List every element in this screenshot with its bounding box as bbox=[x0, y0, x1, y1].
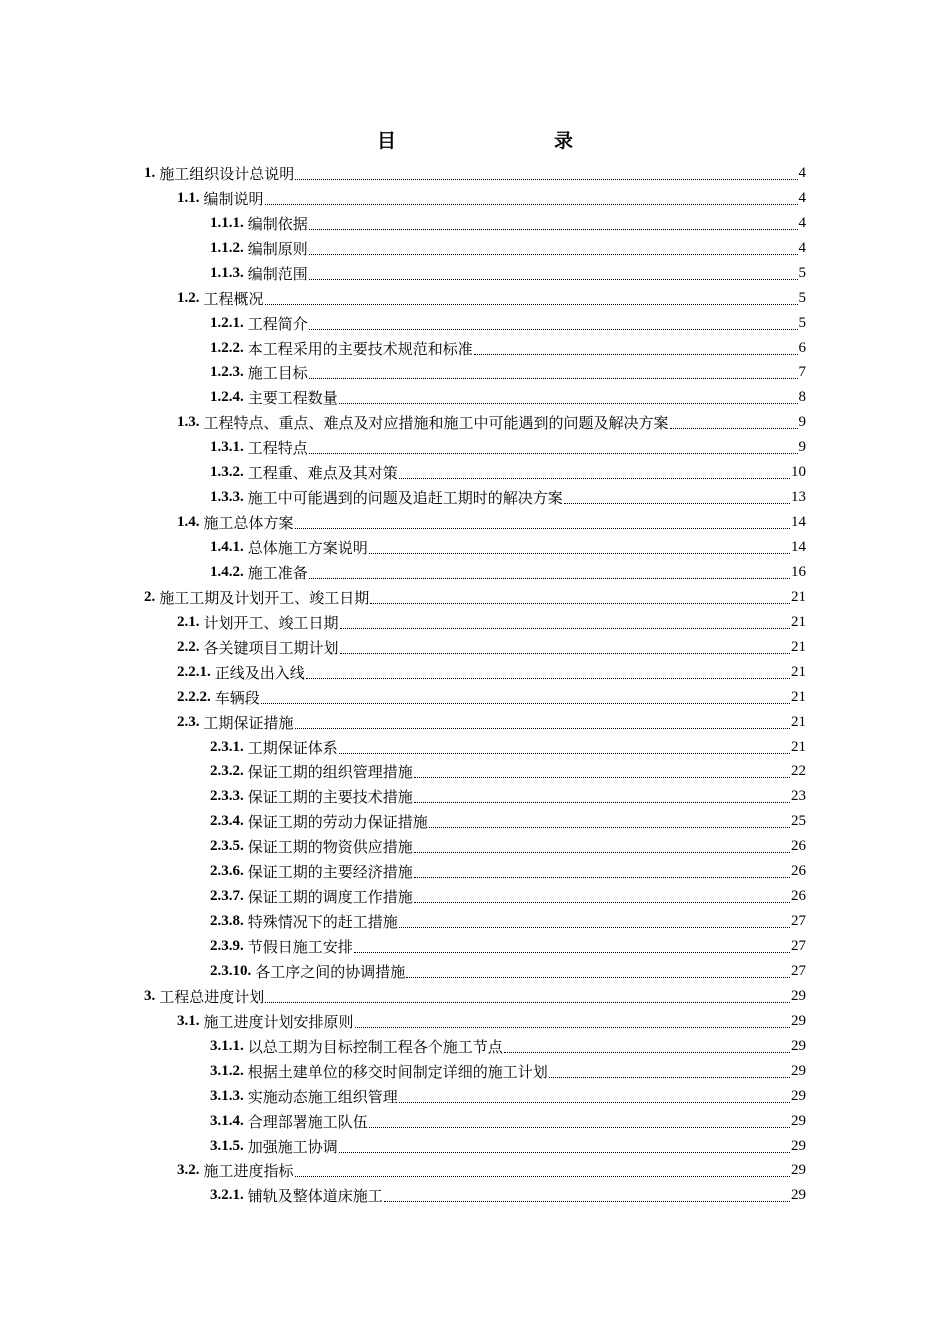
toc-entry-title: 工程特点 bbox=[247, 441, 308, 458]
toc-entry[interactable] bbox=[0, 1183, 950, 1208]
toc-entry-page-number: 29 bbox=[791, 1087, 806, 1104]
dot-leader bbox=[414, 776, 790, 778]
dot-leader bbox=[399, 926, 790, 928]
toc-entry-title: 施工工期及计划开工、竣工日期 bbox=[159, 590, 370, 607]
toc-entry-page-number: 9 bbox=[798, 414, 806, 431]
toc-entry[interactable] bbox=[0, 1109, 950, 1134]
toc-entry-number: 2.3.7. bbox=[210, 888, 244, 905]
toc-entry-number: 2.1. bbox=[177, 613, 200, 630]
toc-entry-title: 保证工期的主要经济措施 bbox=[247, 865, 413, 882]
toc-entry[interactable] bbox=[0, 1009, 950, 1034]
toc-entry[interactable] bbox=[0, 385, 950, 410]
dot-leader bbox=[295, 527, 790, 529]
dot-leader bbox=[339, 752, 790, 754]
toc-entry-title: 保证工期的劳动力保证措施 bbox=[247, 815, 428, 832]
dot-leader bbox=[295, 178, 797, 180]
dot-leader bbox=[306, 677, 790, 679]
dot-leader bbox=[354, 951, 790, 953]
toc-entry[interactable] bbox=[0, 485, 950, 510]
dot-leader bbox=[309, 328, 798, 330]
toc-entry-page-number: 10 bbox=[791, 464, 806, 481]
toc-entry-page-number: 6 bbox=[798, 339, 806, 356]
toc-entry-title: 工程特点、重点、难点及对应措施和施工中可能遇到的问题及解决方案 bbox=[203, 416, 669, 433]
toc-entry-title: 编制说明 bbox=[203, 191, 264, 208]
toc-entry[interactable] bbox=[0, 760, 950, 785]
toc-entry[interactable] bbox=[0, 286, 950, 311]
toc-entry[interactable] bbox=[0, 510, 950, 535]
toc-entry[interactable] bbox=[0, 685, 950, 710]
toc-entry-page-number: 25 bbox=[791, 813, 806, 830]
dot-leader bbox=[369, 552, 790, 554]
toc-entry-page-number: 22 bbox=[791, 763, 806, 780]
toc-entry[interactable] bbox=[0, 784, 950, 809]
toc-entry-page-number: 4 bbox=[798, 164, 806, 181]
toc-title: 目 录 bbox=[376, 131, 613, 152]
toc-entry-number: 1.1.1. bbox=[210, 214, 244, 231]
toc-entry-number: 1.3.1. bbox=[210, 439, 244, 456]
toc-entry-page-number: 29 bbox=[791, 1012, 806, 1029]
toc-entry-title: 编制范围 bbox=[247, 266, 308, 283]
toc-entry-page-number: 14 bbox=[791, 514, 806, 531]
dot-leader bbox=[261, 702, 790, 704]
toc-entry-title: 加强施工协调 bbox=[247, 1139, 338, 1156]
toc-entry-page-number: 21 bbox=[791, 638, 806, 655]
dot-leader bbox=[414, 801, 790, 803]
toc-entry[interactable] bbox=[0, 809, 950, 834]
toc-entry-number: 2.3.5. bbox=[210, 838, 244, 855]
toc-entry-page-number: 14 bbox=[791, 539, 806, 556]
toc-entry-page-number: 29 bbox=[791, 1137, 806, 1154]
toc-entry-title: 保证工期的物资供应措施 bbox=[247, 840, 413, 857]
toc-entry-title: 实施动态施工组织管理 bbox=[247, 1089, 398, 1106]
toc-entry-number: 3.1. bbox=[177, 1012, 200, 1029]
dot-leader bbox=[549, 1076, 790, 1078]
toc-entry[interactable] bbox=[0, 1134, 950, 1159]
toc-entry-number: 1.2.4. bbox=[210, 389, 244, 406]
toc-entry-title: 施工进度指标 bbox=[203, 1164, 294, 1181]
toc-entry[interactable] bbox=[0, 261, 950, 286]
toc-entry-number: 2.3. bbox=[177, 713, 200, 730]
toc-entry-page-number: 21 bbox=[791, 688, 806, 705]
dot-leader bbox=[309, 228, 798, 230]
toc-entry-number: 3.1.4. bbox=[210, 1112, 244, 1129]
toc-entry[interactable] bbox=[0, 535, 950, 560]
toc-entry-title: 工程总进度计划 bbox=[159, 989, 265, 1006]
toc-entry-number: 2.3.9. bbox=[210, 938, 244, 955]
toc-entry[interactable] bbox=[0, 909, 950, 934]
toc-entry-number: 1.4. bbox=[177, 514, 200, 531]
toc-entry-number: 1.2.3. bbox=[210, 364, 244, 381]
toc-entry-number: 2.3.10. bbox=[210, 962, 252, 979]
toc-entry-title: 保证工期的组织管理措施 bbox=[247, 765, 413, 782]
dot-leader bbox=[414, 901, 790, 903]
toc-entry[interactable] bbox=[0, 410, 950, 435]
toc-entry-number: 1.3.3. bbox=[210, 489, 244, 506]
dot-leader bbox=[339, 402, 798, 404]
toc-entry[interactable] bbox=[0, 735, 950, 760]
dot-leader bbox=[369, 1126, 790, 1128]
dot-leader bbox=[370, 602, 790, 604]
toc-entry[interactable] bbox=[0, 560, 950, 585]
dot-leader bbox=[265, 203, 798, 205]
toc-entry-page-number: 26 bbox=[791, 888, 806, 905]
dot-leader bbox=[309, 253, 798, 255]
toc-entry-number: 3.1.5. bbox=[210, 1137, 244, 1154]
dot-leader bbox=[265, 1001, 790, 1003]
toc-entry-title: 特殊情况下的赶工措施 bbox=[247, 915, 398, 932]
toc-entry-title: 工程简介 bbox=[247, 316, 308, 333]
toc-entry-number: 2.3.2. bbox=[210, 763, 244, 780]
dot-leader bbox=[309, 452, 798, 454]
dot-leader bbox=[384, 1200, 790, 1202]
toc-entry-title: 本工程采用的主要技术规范和标准 bbox=[247, 341, 473, 358]
toc-entry-title: 施工中可能遇到的问题及追赶工期时的解决方案 bbox=[247, 491, 563, 508]
toc-entry-page-number: 21 bbox=[791, 713, 806, 730]
toc-entry-title: 正线及出入线 bbox=[214, 665, 305, 682]
toc-entry-number: 2.3.3. bbox=[210, 788, 244, 805]
dot-leader bbox=[406, 976, 790, 978]
toc-entry-number: 1.1.2. bbox=[210, 239, 244, 256]
toc-entry-page-number: 16 bbox=[791, 563, 806, 580]
toc-entry-page-number: 4 bbox=[798, 239, 806, 256]
toc-entry-title: 保证工期的主要技术措施 bbox=[247, 790, 413, 807]
toc-entry[interactable] bbox=[0, 884, 950, 909]
toc-entry[interactable] bbox=[0, 585, 950, 610]
dot-leader bbox=[309, 278, 798, 280]
toc-entry-number: 2.2.1. bbox=[177, 663, 211, 680]
toc-entry-title: 施工总体方案 bbox=[203, 516, 294, 533]
toc-entry-title: 保证工期的调度工作措施 bbox=[247, 890, 413, 907]
toc-entry-page-number: 29 bbox=[791, 1037, 806, 1054]
toc-entry-number: 1.2.2. bbox=[210, 339, 244, 356]
toc-entry-page-number: 27 bbox=[791, 962, 806, 979]
toc-entry-title: 各工序之间的协调措施 bbox=[255, 964, 406, 981]
dot-leader bbox=[295, 727, 790, 729]
dot-leader bbox=[564, 502, 790, 504]
toc-entry-title: 合理部署施工队伍 bbox=[247, 1114, 368, 1131]
toc-entry-page-number: 5 bbox=[798, 264, 806, 281]
toc-entry[interactable] bbox=[0, 336, 950, 361]
toc-entry-page-number: 29 bbox=[791, 1062, 806, 1079]
toc-entry-page-number: 23 bbox=[791, 788, 806, 805]
toc-entry-number: 1. bbox=[144, 164, 156, 181]
toc-entry-title: 施工组织设计总说明 bbox=[159, 166, 295, 183]
toc-entry-title: 主要工程数量 bbox=[247, 391, 338, 408]
toc-entry-number: 1.4.1. bbox=[210, 539, 244, 556]
toc-entry-title: 施工目标 bbox=[247, 366, 308, 383]
toc-entry-page-number: 26 bbox=[791, 838, 806, 855]
dot-leader bbox=[295, 1175, 790, 1177]
toc-entry-page-number: 5 bbox=[798, 289, 806, 306]
toc-entry-number: 1.2.1. bbox=[210, 314, 244, 331]
toc-entry[interactable] bbox=[0, 984, 950, 1009]
toc-entry-page-number: 13 bbox=[791, 489, 806, 506]
toc-entry-title: 工期保证措施 bbox=[203, 715, 294, 732]
toc-entry-page-number: 29 bbox=[791, 1187, 806, 1204]
toc-entry[interactable] bbox=[0, 635, 950, 660]
dot-leader bbox=[399, 477, 790, 479]
toc-entry-page-number: 9 bbox=[798, 439, 806, 456]
dot-leader bbox=[670, 427, 798, 429]
toc-entry[interactable] bbox=[0, 834, 950, 859]
toc-entry-title: 节假日施工安排 bbox=[247, 940, 353, 957]
toc-entry-page-number: 21 bbox=[791, 738, 806, 755]
dot-leader bbox=[340, 652, 790, 654]
toc-entry-page-number: 27 bbox=[791, 938, 806, 955]
toc-entry-page-number: 29 bbox=[791, 1112, 806, 1129]
toc-entry-number: 1.3.2. bbox=[210, 464, 244, 481]
toc-entry-number: 2.2.2. bbox=[177, 688, 211, 705]
toc-entry[interactable] bbox=[0, 710, 950, 735]
dot-leader bbox=[339, 1151, 790, 1153]
toc-entry[interactable] bbox=[0, 435, 950, 460]
dot-leader bbox=[474, 353, 798, 355]
toc-entry-page-number: 4 bbox=[798, 189, 806, 206]
toc-entry-number: 1.1. bbox=[177, 189, 200, 206]
toc-entry[interactable] bbox=[0, 1159, 950, 1184]
dot-leader bbox=[414, 876, 790, 878]
toc-entry-page-number: 21 bbox=[791, 613, 806, 630]
toc-entry[interactable] bbox=[0, 1084, 950, 1109]
toc-entry-page-number: 4 bbox=[798, 214, 806, 231]
toc-entry-number: 1.4.2. bbox=[210, 563, 244, 580]
toc-entry-page-number: 29 bbox=[791, 987, 806, 1004]
toc-entry-title: 施工准备 bbox=[247, 565, 308, 582]
toc-entry-title: 编制依据 bbox=[247, 216, 308, 233]
toc-entry[interactable] bbox=[0, 859, 950, 884]
toc-entry-title: 以总工期为目标控制工程各个施工节点 bbox=[247, 1039, 503, 1056]
toc-entry-title: 总体施工方案说明 bbox=[247, 541, 368, 558]
toc-entry-number: 3.2. bbox=[177, 1162, 200, 1179]
toc-entry-title: 工期保证体系 bbox=[247, 740, 338, 757]
toc-entry-page-number: 5 bbox=[798, 314, 806, 331]
toc-entry-number: 2.3.8. bbox=[210, 913, 244, 930]
toc-entry-number: 2.3.6. bbox=[210, 863, 244, 880]
toc-entry[interactable] bbox=[0, 236, 950, 261]
toc-entry-page-number: 26 bbox=[791, 863, 806, 880]
toc-entry-page-number: 29 bbox=[791, 1162, 806, 1179]
toc-entry-page-number: 21 bbox=[791, 663, 806, 680]
toc-entry-number: 3. bbox=[144, 987, 156, 1004]
toc-entry-title: 工程概况 bbox=[203, 291, 264, 308]
toc-entry-title: 根据土建单位的移交时间制定详细的施工计划 bbox=[247, 1064, 548, 1081]
toc-entry-number: 3.1.2. bbox=[210, 1062, 244, 1079]
toc-entry[interactable] bbox=[0, 1034, 950, 1059]
toc-entry-title: 编制原则 bbox=[247, 241, 308, 258]
toc-entry-page-number: 21 bbox=[791, 588, 806, 605]
toc-entry-number: 2. bbox=[144, 588, 156, 605]
toc-entry[interactable] bbox=[0, 311, 950, 336]
toc-entry-title: 工程重、难点及其对策 bbox=[247, 466, 398, 483]
toc-entry-number: 2.3.1. bbox=[210, 738, 244, 755]
toc-entry[interactable] bbox=[0, 361, 950, 386]
toc-entry-number: 1.3. bbox=[177, 414, 200, 431]
dot-leader bbox=[399, 1101, 790, 1103]
toc-entry[interactable] bbox=[0, 934, 950, 959]
dot-leader bbox=[309, 577, 790, 579]
toc-entry-page-number: 7 bbox=[798, 364, 806, 381]
dot-leader bbox=[355, 1026, 790, 1028]
toc-entry[interactable] bbox=[0, 186, 950, 211]
toc-entry[interactable] bbox=[0, 660, 950, 685]
toc-entry[interactable] bbox=[0, 161, 950, 186]
toc-entry[interactable] bbox=[0, 211, 950, 236]
toc-entry-page-number: 27 bbox=[791, 913, 806, 930]
toc-entry-number: 2.3.4. bbox=[210, 813, 244, 830]
toc-entry[interactable] bbox=[0, 460, 950, 485]
toc-entry[interactable] bbox=[0, 610, 950, 635]
dot-leader bbox=[429, 826, 790, 828]
toc-entry[interactable] bbox=[0, 959, 950, 984]
toc-entry-title: 施工进度计划安排原则 bbox=[203, 1014, 354, 1031]
toc-entry-number: 2.2. bbox=[177, 638, 200, 655]
dot-leader bbox=[340, 627, 790, 629]
dot-leader bbox=[504, 1051, 790, 1053]
toc-entry-title: 各关键项目工期计划 bbox=[203, 640, 339, 657]
dot-leader bbox=[309, 377, 798, 379]
toc-entry-title: 计划开工、竣工日期 bbox=[203, 615, 339, 632]
toc-entry-number: 1.2. bbox=[177, 289, 200, 306]
toc-entry[interactable] bbox=[0, 1059, 950, 1084]
toc-entry-title: 车辆段 bbox=[214, 690, 260, 707]
toc-entry-number: 1.1.3. bbox=[210, 264, 244, 281]
dot-leader bbox=[265, 303, 798, 305]
table-of-contents bbox=[0, 161, 950, 1208]
toc-entry-number: 3.2.1. bbox=[210, 1187, 244, 1204]
toc-entry-number: 3.1.3. bbox=[210, 1087, 244, 1104]
toc-entry-number: 3.1.1. bbox=[210, 1037, 244, 1054]
toc-entry-page-number: 8 bbox=[798, 389, 806, 406]
dot-leader bbox=[414, 851, 790, 853]
toc-entry-title: 铺轨及整体道床施工 bbox=[247, 1189, 383, 1206]
